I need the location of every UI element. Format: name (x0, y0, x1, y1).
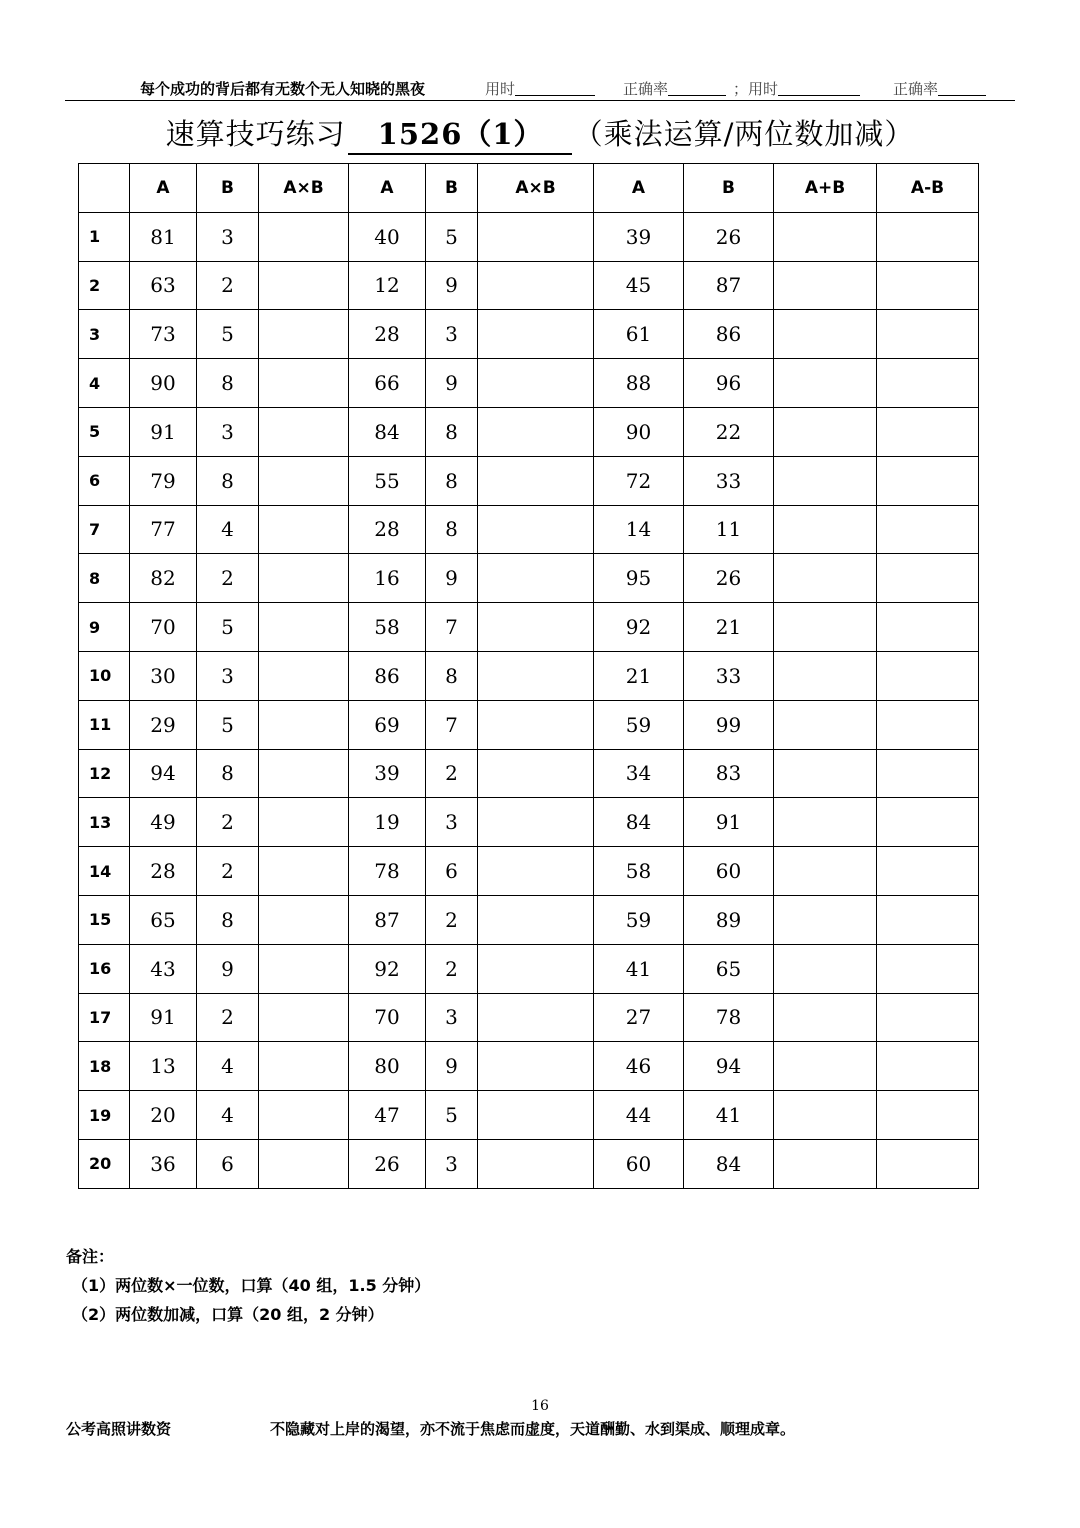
cell-a: 73 (130, 310, 197, 359)
row-number: 8 (79, 554, 130, 603)
cell-a: 13 (130, 1042, 197, 1091)
answer-cell-product[interactable] (259, 212, 349, 261)
answer-cell-product[interactable] (478, 700, 594, 749)
answer-cell-difference[interactable] (877, 212, 979, 261)
answer-cell-difference[interactable] (877, 944, 979, 993)
header-difference: A-B (877, 164, 979, 213)
cell-b: 11 (684, 505, 774, 554)
answer-cell-product[interactable] (259, 310, 349, 359)
page-header (65, 76, 1015, 101)
row-number: 7 (79, 505, 130, 554)
cell-a: 72 (594, 456, 684, 505)
answer-cell-difference[interactable] (877, 847, 979, 896)
answer-cell-sum[interactable] (774, 310, 877, 359)
table-row (79, 993, 979, 1042)
cell-a: 80 (349, 1042, 426, 1091)
cell-b: 87 (684, 261, 774, 310)
cell-a: 70 (130, 603, 197, 652)
answer-cell-difference[interactable] (877, 1139, 979, 1188)
cell-b: 3 (197, 651, 259, 700)
header-a: A (130, 164, 197, 213)
answer-cell-sum[interactable] (774, 261, 877, 310)
cell-a: 58 (594, 847, 684, 896)
cell-b: 6 (426, 847, 478, 896)
cell-b: 8 (197, 895, 259, 944)
cell-a: 45 (594, 261, 684, 310)
answer-cell-product[interactable] (259, 847, 349, 896)
answer-cell-difference[interactable] (877, 798, 979, 847)
answer-cell-sum[interactable] (774, 1139, 877, 1188)
answer-cell-sum[interactable] (774, 212, 877, 261)
row-number: 16 (79, 944, 130, 993)
cell-a: 77 (130, 505, 197, 554)
title-suffix: （乘法运算/两位数加减） (573, 117, 915, 151)
answer-cell-product[interactable] (478, 944, 594, 993)
answer-cell-product[interactable] (478, 554, 594, 603)
cell-b: 8 (197, 456, 259, 505)
cell-a: 87 (349, 895, 426, 944)
header-product: A×B (478, 164, 594, 213)
header-motto: 每个成功的背后都有无数个无人知晓的黑夜 (140, 80, 426, 98)
answer-cell-difference[interactable] (877, 700, 979, 749)
cell-a: 90 (594, 407, 684, 456)
answer-cell-difference[interactable] (877, 1091, 979, 1140)
header-b: B (426, 164, 478, 213)
cell-a: 12 (349, 261, 426, 310)
cell-a: 84 (594, 798, 684, 847)
cell-a: 28 (349, 310, 426, 359)
answer-cell-product[interactable] (478, 1091, 594, 1140)
table-body (79, 212, 979, 1188)
cell-b: 65 (684, 944, 774, 993)
answer-cell-sum[interactable] (774, 651, 877, 700)
cell-a: 79 (130, 456, 197, 505)
table-row (79, 651, 979, 700)
cell-a: 66 (349, 359, 426, 408)
accuracy-blank-2[interactable] (938, 81, 986, 96)
table-row (79, 505, 979, 554)
notes-section (66, 1242, 430, 1329)
answer-cell-product[interactable] (259, 603, 349, 652)
cell-a: 95 (594, 554, 684, 603)
answer-cell-product[interactable] (259, 749, 349, 798)
cell-b: 4 (197, 505, 259, 554)
cell-a: 86 (349, 651, 426, 700)
cell-b: 8 (426, 505, 478, 554)
row-number: 15 (79, 895, 130, 944)
cell-a: 58 (349, 603, 426, 652)
cell-a: 26 (349, 1139, 426, 1188)
row-number: 10 (79, 651, 130, 700)
cell-b: 99 (684, 700, 774, 749)
cell-a: 91 (130, 407, 197, 456)
answer-cell-difference[interactable] (877, 261, 979, 310)
cell-b: 3 (426, 798, 478, 847)
cell-a: 91 (130, 993, 197, 1042)
cell-b: 78 (684, 993, 774, 1042)
time-blank-1[interactable] (515, 81, 595, 96)
answer-cell-product[interactable] (478, 798, 594, 847)
page-number: 16 (531, 1398, 549, 1414)
answer-cell-sum[interactable] (774, 700, 877, 749)
cell-b: 5 (197, 603, 259, 652)
answer-cell-sum[interactable] (774, 505, 877, 554)
cell-b: 94 (684, 1042, 774, 1091)
table-row (79, 1091, 979, 1140)
cell-b: 33 (684, 651, 774, 700)
row-number: 3 (79, 310, 130, 359)
header-sum: A+B (774, 164, 877, 213)
cell-b: 9 (197, 944, 259, 993)
answer-cell-difference[interactable] (877, 603, 979, 652)
answer-cell-difference[interactable] (877, 651, 979, 700)
cell-b: 5 (426, 212, 478, 261)
table-row (79, 1042, 979, 1091)
table-row (79, 554, 979, 603)
answer-cell-sum[interactable] (774, 359, 877, 408)
answer-cell-product[interactable] (478, 1042, 594, 1091)
answer-cell-product[interactable] (478, 261, 594, 310)
cell-a: 92 (594, 603, 684, 652)
row-number: 20 (79, 1139, 130, 1188)
cell-b: 8 (197, 749, 259, 798)
answer-cell-sum[interactable] (774, 456, 877, 505)
answer-cell-sum[interactable] (774, 749, 877, 798)
answer-cell-sum[interactable] (774, 603, 877, 652)
cell-a: 78 (349, 847, 426, 896)
cell-a: 30 (130, 651, 197, 700)
cell-b: 84 (684, 1139, 774, 1188)
table-row (79, 1139, 979, 1188)
header-a: A (594, 164, 684, 213)
cell-a: 40 (349, 212, 426, 261)
cell-a: 59 (594, 895, 684, 944)
answer-cell-product[interactable] (259, 798, 349, 847)
answer-cell-product[interactable] (478, 456, 594, 505)
answer-cell-product[interactable] (259, 456, 349, 505)
cell-a: 46 (594, 1042, 684, 1091)
answer-cell-difference[interactable] (877, 310, 979, 359)
cell-a: 90 (130, 359, 197, 408)
footer-left: 公考高照讲数资 (66, 1420, 172, 1438)
cell-a: 44 (594, 1091, 684, 1140)
answer-cell-product[interactable] (259, 505, 349, 554)
row-number: 13 (79, 798, 130, 847)
table-row (79, 261, 979, 310)
answer-cell-product[interactable] (478, 212, 594, 261)
cell-b: 5 (426, 1091, 478, 1140)
row-number: 5 (79, 407, 130, 456)
cell-b: 9 (426, 1042, 478, 1091)
header-b: B (684, 164, 774, 213)
cell-a: 39 (594, 212, 684, 261)
cell-b: 9 (426, 261, 478, 310)
cell-a: 60 (594, 1139, 684, 1188)
answer-cell-product[interactable] (259, 407, 349, 456)
cell-a: 27 (594, 993, 684, 1042)
cell-a: 92 (349, 944, 426, 993)
cell-a: 21 (594, 651, 684, 700)
cell-a: 63 (130, 261, 197, 310)
table-header-row (79, 164, 979, 213)
cell-b: 2 (197, 261, 259, 310)
cell-a: 20 (130, 1091, 197, 1140)
cell-a: 41 (594, 944, 684, 993)
accuracy-field-2[interactable]: 正确率 (893, 78, 986, 99)
answer-cell-product[interactable] (259, 895, 349, 944)
cell-a: 81 (130, 212, 197, 261)
cell-b: 3 (426, 1139, 478, 1188)
answer-cell-sum[interactable] (774, 847, 877, 896)
answer-cell-difference[interactable] (877, 456, 979, 505)
cell-a: 49 (130, 798, 197, 847)
cell-b: 21 (684, 603, 774, 652)
cell-b: 2 (197, 847, 259, 896)
row-number: 9 (79, 603, 130, 652)
answer-cell-difference[interactable] (877, 895, 979, 944)
answer-cell-sum[interactable] (774, 1091, 877, 1140)
cell-a: 69 (349, 700, 426, 749)
answer-cell-product[interactable] (478, 310, 594, 359)
cell-b: 5 (197, 310, 259, 359)
answer-cell-product[interactable] (478, 1139, 594, 1188)
note-item: （1）两位数×一位数，口算（40 组，1.5 分钟） (72, 1276, 431, 1295)
time-field-1[interactable]: 用时 (485, 78, 595, 99)
cell-b: 2 (197, 993, 259, 1042)
answer-cell-product[interactable] (478, 359, 594, 408)
answer-cell-difference[interactable] (877, 749, 979, 798)
answer-cell-difference[interactable] (877, 359, 979, 408)
answer-cell-product[interactable] (478, 993, 594, 1042)
time-field-2[interactable]: ；用时 (733, 78, 860, 99)
accuracy-field-1[interactable]: 正确率 (623, 78, 726, 99)
cell-b: 22 (684, 407, 774, 456)
cell-a: 39 (349, 749, 426, 798)
row-number: 17 (79, 993, 130, 1042)
cell-b: 26 (684, 212, 774, 261)
row-number: 18 (79, 1042, 130, 1091)
cell-b: 8 (426, 456, 478, 505)
answer-cell-product[interactable] (259, 700, 349, 749)
row-number: 12 (79, 749, 130, 798)
answer-cell-product[interactable] (259, 261, 349, 310)
table-row (79, 700, 979, 749)
cell-b: 2 (426, 895, 478, 944)
cell-b: 3 (197, 407, 259, 456)
page-title (0, 112, 1080, 155)
note-item: （2）两位数加减，口算（20 组，2 分钟） (72, 1305, 384, 1324)
cell-b: 3 (426, 310, 478, 359)
answer-cell-product[interactable] (259, 1091, 349, 1140)
cell-a: 16 (349, 554, 426, 603)
table-row (79, 944, 979, 993)
cell-b: 3 (197, 212, 259, 261)
answer-cell-sum[interactable] (774, 993, 877, 1042)
cell-b: 7 (426, 603, 478, 652)
answer-cell-sum[interactable] (774, 407, 877, 456)
time-blank-2[interactable] (778, 81, 860, 96)
cell-a: 70 (349, 993, 426, 1042)
answer-cell-sum[interactable] (774, 798, 877, 847)
header-product: A×B (259, 164, 349, 213)
table-row (79, 212, 979, 261)
accuracy-blank-1[interactable] (668, 81, 726, 96)
row-number: 2 (79, 261, 130, 310)
cell-a: 14 (594, 505, 684, 554)
row-number: 11 (79, 700, 130, 749)
cell-b: 2 (197, 798, 259, 847)
cell-b: 2 (426, 749, 478, 798)
cell-a: 36 (130, 1139, 197, 1188)
answer-cell-product[interactable] (478, 749, 594, 798)
answer-cell-product[interactable] (259, 359, 349, 408)
table-row (79, 749, 979, 798)
footer-right: 不隐藏对上岸的渴望，亦不流于焦虑而虚度，天道酬勤、水到渠成、顺理成章。 (270, 1420, 796, 1438)
cell-b: 91 (684, 798, 774, 847)
notes-heading: 备注： (66, 1247, 115, 1266)
cell-a: 34 (594, 749, 684, 798)
row-number: 19 (79, 1091, 130, 1140)
row-number: 6 (79, 456, 130, 505)
row-number: 1 (79, 212, 130, 261)
cell-b: 3 (426, 993, 478, 1042)
answer-cell-product[interactable] (478, 603, 594, 652)
cell-b: 8 (197, 359, 259, 408)
answer-cell-difference[interactable] (877, 993, 979, 1042)
cell-a: 55 (349, 456, 426, 505)
cell-a: 94 (130, 749, 197, 798)
answer-cell-product[interactable] (478, 651, 594, 700)
cell-b: 8 (426, 651, 478, 700)
cell-b: 8 (426, 407, 478, 456)
cell-b: 83 (684, 749, 774, 798)
row-number: 4 (79, 359, 130, 408)
cell-a: 19 (349, 798, 426, 847)
answer-cell-product[interactable] (259, 554, 349, 603)
title-code: 1526（1） (348, 112, 572, 155)
cell-a: 29 (130, 700, 197, 749)
table-row (79, 359, 979, 408)
table-row (79, 798, 979, 847)
table-row (79, 310, 979, 359)
answer-cell-product[interactable] (259, 1139, 349, 1188)
answer-cell-difference[interactable] (877, 554, 979, 603)
answer-cell-sum[interactable] (774, 554, 877, 603)
cell-a: 28 (130, 847, 197, 896)
answer-cell-product[interactable] (259, 944, 349, 993)
cell-b: 2 (197, 554, 259, 603)
cell-b: 4 (197, 1042, 259, 1091)
cell-b: 96 (684, 359, 774, 408)
answer-cell-difference[interactable] (877, 1042, 979, 1091)
cell-b: 26 (684, 554, 774, 603)
cell-b: 86 (684, 310, 774, 359)
answer-cell-sum[interactable] (774, 895, 877, 944)
cell-b: 33 (684, 456, 774, 505)
answer-cell-product[interactable] (478, 895, 594, 944)
cell-b: 7 (426, 700, 478, 749)
cell-b: 60 (684, 847, 774, 896)
table-row (79, 603, 979, 652)
answer-cell-product[interactable] (478, 407, 594, 456)
cell-b: 2 (426, 944, 478, 993)
cell-b: 9 (426, 554, 478, 603)
cell-a: 59 (594, 700, 684, 749)
cell-a: 82 (130, 554, 197, 603)
table-row (79, 895, 979, 944)
header-a: A (349, 164, 426, 213)
answer-cell-product[interactable] (259, 1042, 349, 1091)
title-prefix: 速算技巧练习 (165, 117, 346, 151)
table-row (79, 456, 979, 505)
table-row (79, 407, 979, 456)
answer-cell-sum[interactable] (774, 1042, 877, 1091)
cell-a: 61 (594, 310, 684, 359)
cell-b: 9 (426, 359, 478, 408)
header-b: B (197, 164, 259, 213)
cell-b: 89 (684, 895, 774, 944)
answer-cell-product[interactable] (478, 505, 594, 554)
cell-b: 6 (197, 1139, 259, 1188)
cell-a: 28 (349, 505, 426, 554)
answer-cell-sum[interactable] (774, 944, 877, 993)
answer-cell-difference[interactable] (877, 505, 979, 554)
cell-b: 41 (684, 1091, 774, 1140)
practice-table (78, 163, 979, 1189)
cell-a: 65 (130, 895, 197, 944)
cell-b: 4 (197, 1091, 259, 1140)
header-index (79, 164, 130, 213)
answer-cell-product[interactable] (259, 651, 349, 700)
cell-a: 88 (594, 359, 684, 408)
cell-a: 47 (349, 1091, 426, 1140)
row-number: 14 (79, 847, 130, 896)
cell-a: 43 (130, 944, 197, 993)
cell-a: 84 (349, 407, 426, 456)
table-row (79, 847, 979, 896)
cell-b: 5 (197, 700, 259, 749)
answer-cell-product[interactable] (478, 847, 594, 896)
answer-cell-product[interactable] (259, 993, 349, 1042)
answer-cell-difference[interactable] (877, 407, 979, 456)
